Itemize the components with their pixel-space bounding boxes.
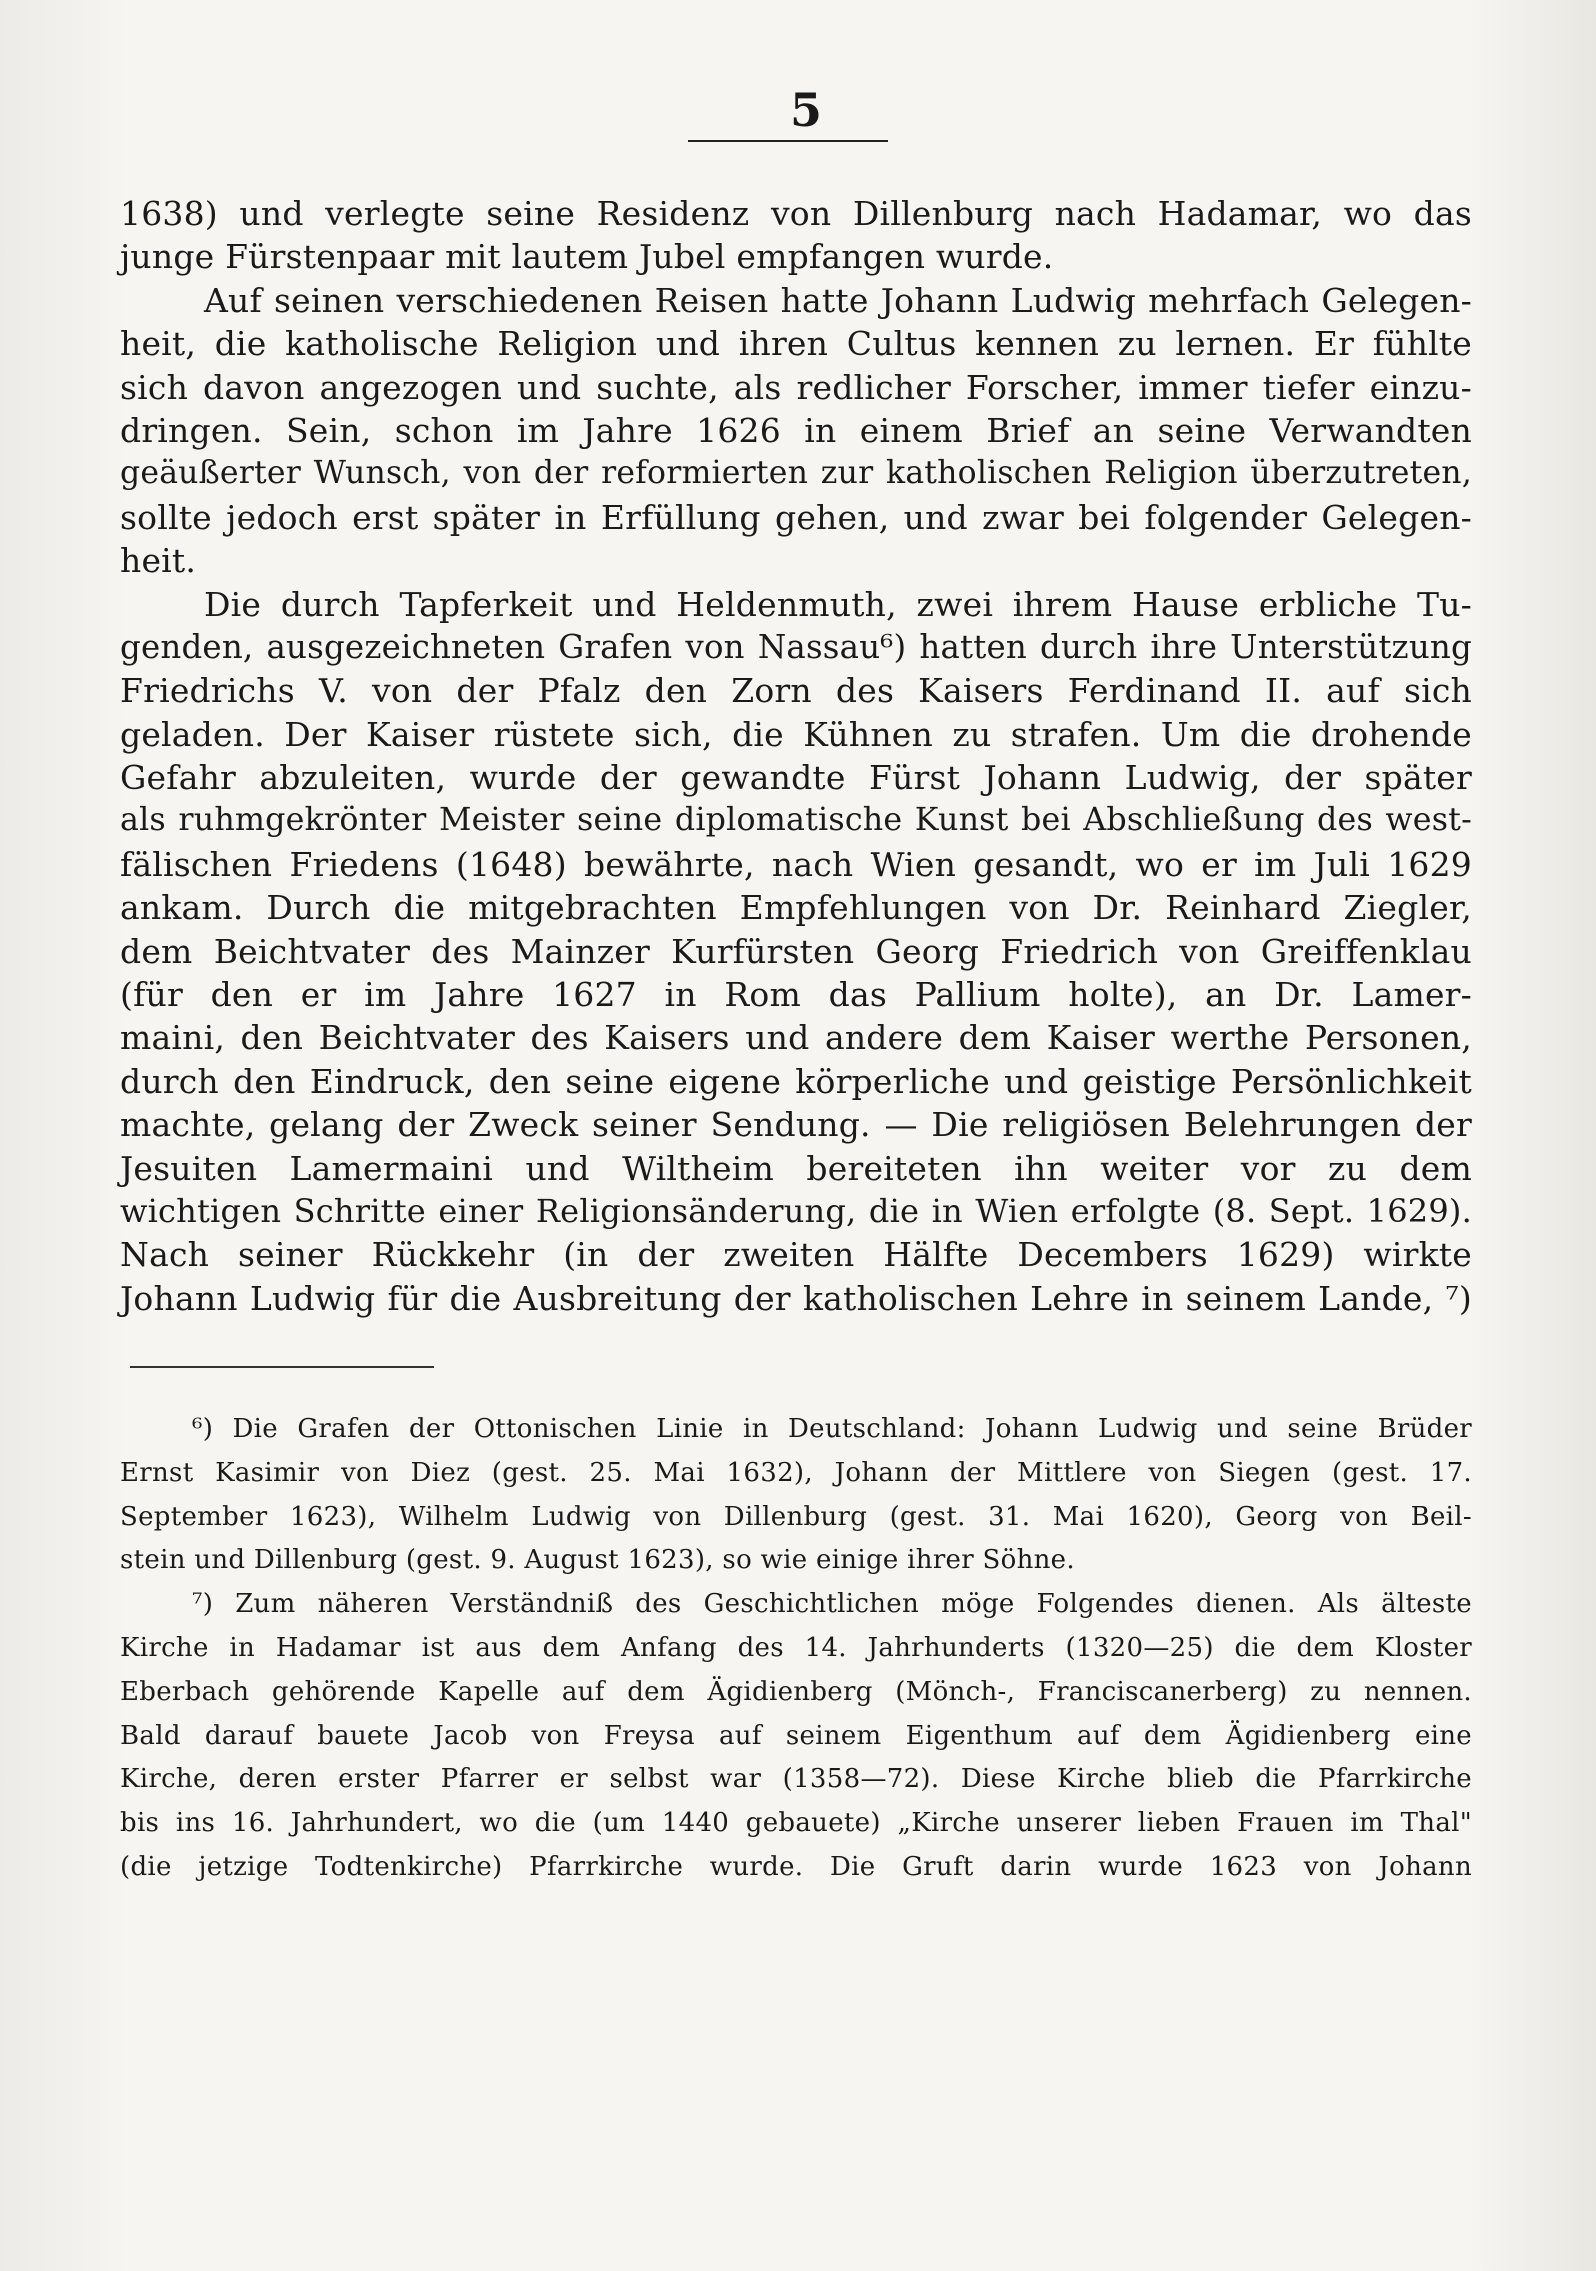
text-line: Jesuiten Lamermaini und Wiltheim bereiteten ihn weiter vor zu dem [120,1148,1472,1188]
footnote-line: ⁶) Die Grafen der Ottonischen Linie in Deutschland: Johann Ludwig und seine Brüder [192,1414,1472,1444]
text-line: junge Fürstenpaar mit lautem Jubel empfangen wurde. [120,237,1054,277]
footnote-line: Kirche in Hadamar ist aus dem Anfang des 14. Jahrhunderts (1320—25) die dem Kloster [120,1632,1472,1663]
text-line: als ruhmgekrönter Meister seine diplomatische Kunst bei Abschließung des west- [120,802,1472,839]
page-number-rule [688,140,888,142]
text-line: wichtigen Schritte einer Religionsänderung, die in Wien erfolgte (8. Sept. 1629). [120,1191,1472,1230]
text-line: Die durch Tapferkeit und Heldenmuth, zwei ihrem Hause erbliche Tu- [204,584,1472,624]
text-line: machte, gelang der Zweck seiner Sendung. — Die religiösen Belehrungen der [120,1105,1472,1145]
text-line: dem Beichtvater des Mainzer Kurfürsten Georg Friedrich von Greiffenklau [120,931,1472,971]
text-line: Johann Ludwig für die Ausbreitung der katholischen Lehre in seinem Lande, ⁷) [120,1278,1472,1318]
text-line: geladen. Der Kaiser rüstete sich, die Kühnen zu strafen. Um die drohende [120,714,1472,754]
text-line: genden, ausgezeichneten Grafen von Nassau⁶) hatten durch ihre Unterstützung [120,627,1472,666]
footnote-line: Ernst Kasimir von Diez (gest. 25. Mai 1632), Johann der Mittlere von Siegen (gest. 17. [120,1457,1472,1488]
footnotes-block [120,1408,1472,1890]
text-line: 1638) und verlegte seine Residenz von Dillenburg nach Hadamar, wo das [120,194,1472,233]
text-line: Nach seiner Rückkehr (in der zweiten Hälfte Decembers 1629) wirkte [120,1235,1472,1275]
footnote-line: stein und Dillenburg (gest. 9. August 1623), so wie einige ihrer Söhne. [120,1545,1075,1576]
text-line: heit. [120,541,197,581]
text-line: Gefahr abzuleiten, wurde der gewandte Fürst Johann Ludwig, der später [120,758,1472,798]
page-number: 5 [789,83,822,137]
text-line: sollte jedoch erst später in Erfüllung gehen, und zwar bei folgender Gelegen- [120,497,1472,537]
footnote-line: Eberbach gehörende Kapelle auf dem Ägidienberg (Mönch-, Franciscanerberg) zu nennen. [120,1676,1472,1707]
footnote-line: ⁷) Zum näheren Verständniß des Geschichtlichen möge Folgendes dienen. Als älteste [192,1589,1472,1620]
main-text-block [120,192,1472,1320]
text-line: geäußerter Wunsch, von der reformierten zur katholischen Religion überzutreten, [120,455,1472,492]
footnote-line: (die jetzige Todtenkirche) Pfarrkirche wurde. Die Gruft darin wurde 1623 von Johann [120,1851,1472,1882]
text-line: dringen. Sein, schon im Jahre 1626 in einem Brief an seine Verwandten [120,410,1472,450]
footnote-line: Kirche, deren erster Pfarrer er selbst war (1358—72). Diese Kirche blieb die Pfarrkirche [120,1764,1472,1795]
footnote-line: September 1623), Wilhelm Ludwig von Dillenburg (gest. 31. Mai 1620), Georg von Beil- [120,1501,1472,1532]
text-line: ankam. Durch die mitgebrachten Empfehlungen von Dr. Reinhard Ziegler, [120,888,1472,928]
text-line: (für den er im Jahre 1627 in Rom das Pallium holte), an Dr. Lamer- [120,975,1472,1015]
text-line: Auf seinen verschiedenen Reisen hatte Johann Ludwig mehrfach Gelegen- [204,280,1472,320]
text-line: fälischen Friedens (1648) bewährte, nach Wien gesandt, wo er im Juli 1629 [120,844,1472,884]
text-line: durch den Eindruck, den seine eigene körperliche und geistige Persönlichkeit [120,1061,1472,1101]
text-line: Friedrichs V. von der Pfalz den Zorn des Kaisers Ferdinand II. auf sich [120,671,1472,711]
text-line: maini, den Beichtvater des Kaisers und andere dem Kaiser werthe Personen, [120,1018,1472,1058]
text-line: sich davon angezogen und suchte, als redlicher Forscher, immer tiefer einzu- [120,367,1472,407]
footnote-line: bis ins 16. Jahrhundert, wo die (um 1440 gebauete) „Kirche unserer lieben Frauen im Thal" [120,1808,1472,1839]
footnote-line: Bald darauf bauete Jacob von Freysa auf seinem Eigenthum auf dem Ägidienberg eine [120,1720,1472,1751]
footnote-separator [130,1366,434,1368]
text-line: heit, die katholische Religion und ihren Cultus kennen zu lernen. Er fühlte [120,324,1472,364]
